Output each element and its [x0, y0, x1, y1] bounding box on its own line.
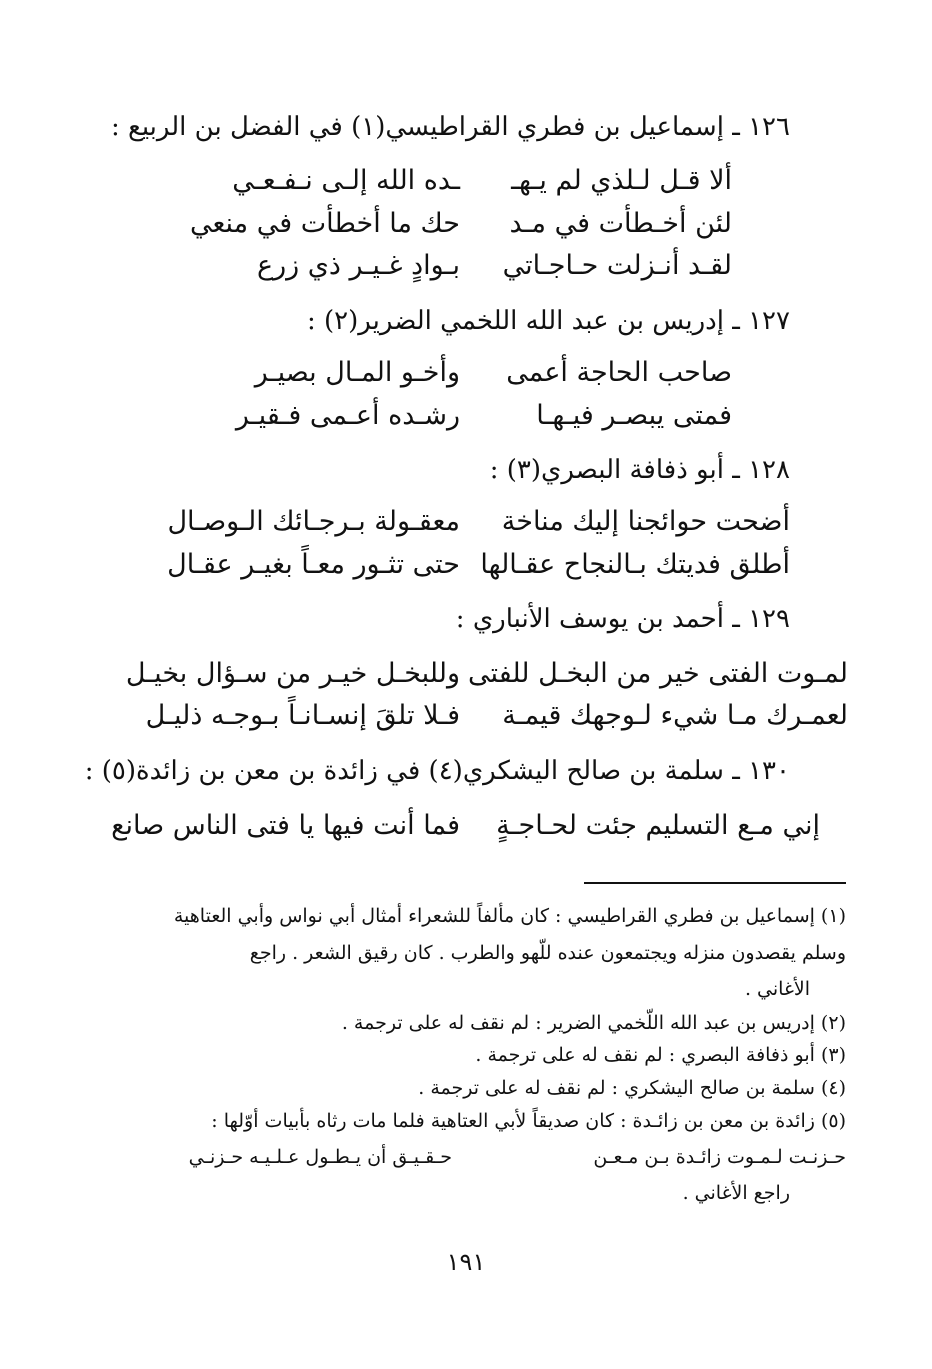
verse-second-hemistich: وأخـو المـال بصيـر — [254, 357, 460, 388]
verse-second-hemistich: رشـده أعـمى فـقيـر — [235, 400, 460, 431]
verse-first-hemistich: أضحت حوائجنا إليك مناخة — [501, 506, 790, 537]
verse-second-hemistich: حتى تثـور معـاً بغيـر عقـال — [167, 549, 460, 580]
verse-second-hemistich: بـوادٍ غـيـر ذي زرع — [257, 250, 460, 281]
verse-second-hemistich: وللبخـل خيـر من سـؤال بخيـل — [125, 658, 460, 689]
verse-second-hemistich: حك ما أخطأت في منعي — [190, 208, 460, 239]
verse-first-hemistich: لمـوت الفتى خير من البخـل للفتى — [468, 658, 848, 689]
verse-second-hemistich: فما أنت فيها يا فتى الناس صانع — [111, 810, 460, 841]
footnote-1-continued: الأغاني . — [744, 978, 810, 1000]
verse-first-hemistich: فمتى يبصـر فيـهـا — [536, 400, 732, 431]
verse-second-hemistich: فـلا تلقَ إنسـانـاً بـوجـه ذليـل — [145, 700, 460, 731]
section-heading: ١٣٠ ـ سلمة بن صالح اليشكري(٤) في زائدة بن معن بن زائدة(٥) : — [84, 756, 790, 786]
footnote-separator — [584, 882, 846, 884]
footnote-4: (٤) سلمة بن صالح اليشكري : لم نقف له على ترجمة . — [418, 1077, 846, 1099]
section-heading: ١٢٧ ـ إدريس بن عبد الله اللخمي الضرير(٢) : — [307, 306, 790, 336]
footnote-3: (٣) أبو ذفافة البصري : لم نقف له على ترجمة . — [475, 1044, 846, 1066]
footnote-1: (١) إسماعيل بن فطري القراطيسي : كان مألفاً للشعراء أمثال أبي نواس وأبي العتاهية — [173, 905, 846, 927]
verse-first-hemistich: لقـد أنـزلت حـاجـاتي — [502, 250, 732, 281]
footnote-5: (٥) زائدة بن معن بن زائـدة : كان صديقاً لأبي العتاهية فلما مات رثاه بأبيات أوّلها : — [211, 1110, 846, 1132]
verse-second-hemistich: ـده الله إلـى نـفـعـي — [232, 165, 460, 196]
footnote-1-continued: وسلم يقصدون منزله ويجتمعون عنده للّهو والطرب . كان رقيق الشعر . راجع — [249, 942, 846, 964]
footnote-5-verse-first: حـزنـت لـمـوت زائـدة بـن مـعـن — [593, 1146, 846, 1168]
footnote-5-verse-second: حـقـيـق أن يـطـول عـلـيـه حـزنـي — [188, 1146, 452, 1168]
verse-first-hemistich: ألا قـل لـلذي لم يـهـ — [511, 165, 732, 196]
verse-second-hemistich: معقـولة بـرجـائك الـوصـال — [167, 506, 460, 537]
verse-first-hemistich: أطلق فديتك بـالنجاح عقـالها — [480, 549, 790, 580]
verse-first-hemistich: صاحب الحاجة أعمى — [506, 357, 732, 388]
verse-first-hemistich: لئن أخـطأت في مـد — [509, 208, 732, 239]
verse-first-hemistich: لعمـرك مـا شيء لـوجهك قيمـة — [502, 700, 848, 731]
section-heading: ١٢٦ ـ إسماعيل بن فطري القراطيسي(١) في الفضل بن الربيع : — [110, 112, 790, 142]
footnote-5-continued: راجع الأغاني . — [682, 1182, 790, 1204]
verse-first-hemistich: إني مـع التسليم جئت لحـاجـةٍ — [496, 810, 820, 841]
page-number: ١٩١ — [446, 1248, 486, 1276]
section-heading: ١٢٨ ـ أبو ذفافة البصري(٣) : — [489, 455, 790, 485]
section-heading: ١٢٩ ـ أحمد بن يوسف الأنباري : — [455, 604, 790, 634]
footnote-2: (٢) إدريس بن عبد الله اللّخمي الضرير : لم نقف له على ترجمة . — [341, 1012, 846, 1034]
